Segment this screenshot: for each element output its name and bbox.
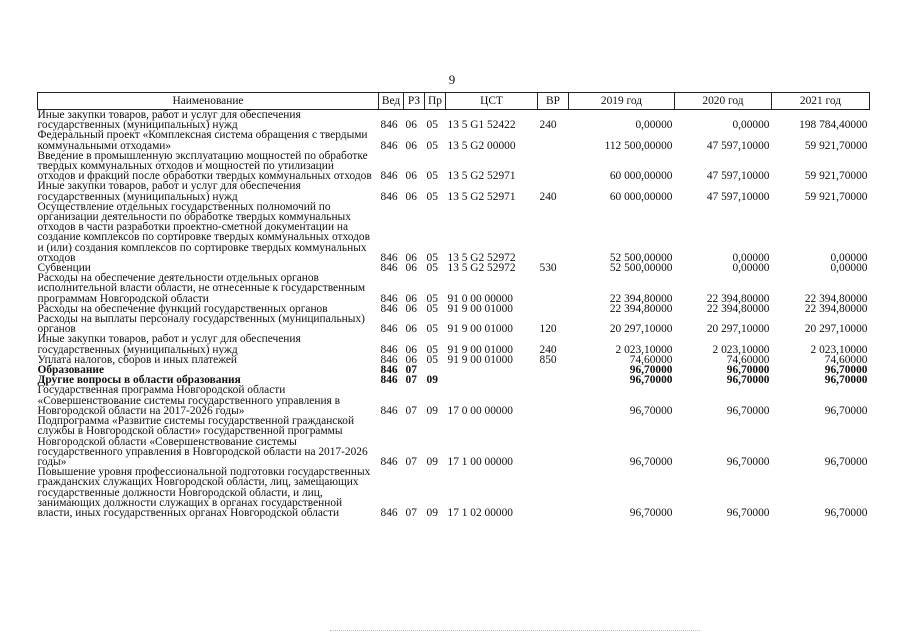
cell-vr — [538, 151, 569, 182]
cell-pr: 05 — [426, 262, 438, 275]
cell-2019: 2 023,10000 — [615, 343, 673, 356]
cell-2021: 96,70000 — [824, 374, 868, 387]
table-body — [38, 110, 870, 519]
cell-2019: 0,00000 — [635, 119, 673, 132]
cell-2021: 0,00000 — [830, 262, 868, 275]
cell-rz: 07 — [405, 364, 417, 377]
table-row — [38, 416, 870, 467]
cell-cst: 91 9 00 01000 — [447, 302, 513, 315]
table-row — [38, 181, 870, 201]
cell-rz: 07 — [405, 404, 417, 417]
cell-2019: 74,60000 — [629, 353, 673, 366]
cell-name: Расходы на выплаты персоналу государственных (муниципальных) органов — [37, 313, 365, 336]
cell-2021: 59 921,70000 — [804, 190, 868, 203]
cell-pr: 05 — [426, 190, 438, 203]
cell-2021: 74,60000 — [824, 353, 868, 366]
cell-vr — [538, 375, 569, 385]
header-name: Наименование — [38, 93, 379, 110]
table-row — [38, 151, 870, 182]
cell-2019: 96,70000 — [629, 506, 673, 519]
cell-2020: 47 597,10000 — [706, 170, 770, 183]
cell-2020: 22 394,80000 — [706, 292, 770, 305]
cell-vr: 240 — [539, 343, 557, 356]
cell-name: Введение в промышленную эксплуатацию мощностей по обработке твердых коммунальных отходов и мощностей по утилизации отходов и фракций после обработки твердых коммунальных отходов — [37, 149, 372, 183]
cell-pr: 09 — [426, 374, 438, 387]
cell-pr: 05 — [426, 119, 438, 132]
cell-2020: 74,60000 — [726, 353, 770, 366]
cell-rz: 06 — [405, 119, 417, 132]
cell-2019: 112 500,00000 — [604, 139, 673, 152]
cell-vr — [538, 273, 569, 304]
cell-name: Иные закупки товаров, работ и услуг для обеспечения государственных (муниципальных) нужд — [37, 333, 301, 356]
cell-ved: 846 — [380, 404, 398, 417]
cell-2021: 20 297,10000 — [804, 323, 868, 336]
cell-ved: 846 — [380, 139, 398, 152]
cell-rz: 06 — [405, 139, 417, 152]
header-pr: Пр — [425, 93, 446, 110]
cell-pr: 05 — [426, 323, 438, 336]
cell-rz: 06 — [405, 262, 417, 275]
cell-2020: 96,70000 — [726, 364, 770, 377]
cell-2020: 2 023,10000 — [712, 343, 770, 356]
cell-rz: 06 — [405, 353, 417, 366]
cell-ved: 846 — [380, 364, 398, 377]
cell-ved: 846 — [380, 343, 398, 356]
cell-pr: 05 — [426, 251, 438, 264]
cell-2021: 22 394,80000 — [804, 302, 868, 315]
cell-pr: 05 — [426, 170, 438, 183]
page-footer-mark — [330, 630, 700, 633]
header-ved: Вед — [379, 93, 404, 110]
cell-2021: 0,00000 — [830, 251, 868, 264]
table-row — [38, 385, 870, 416]
cell-2019: 52 500,00000 — [609, 262, 673, 275]
cell-rz: 07 — [405, 374, 417, 387]
cell-2020: 96,70000 — [726, 506, 770, 519]
cell-ved: 846 — [380, 190, 398, 203]
table-row — [38, 314, 870, 334]
cell-rz: 06 — [405, 170, 417, 183]
cell-rz: 06 — [405, 323, 417, 336]
table-row — [38, 130, 870, 150]
cell-2019: 60 000,00000 — [609, 170, 673, 183]
cell-2021: 2 023,10000 — [810, 343, 868, 356]
cell-ved: 846 — [380, 119, 398, 132]
header-rz: РЗ — [404, 93, 425, 110]
cell-name: Государственная программа Новгородской области «Совершенствование системы государственного управления в Новгородской области на 2017-2026 годы» — [37, 384, 341, 417]
cell-2021: 198 784,40000 — [799, 119, 868, 132]
table-row — [38, 202, 870, 263]
cell-2019: 96,70000 — [629, 364, 673, 377]
header-2021: 2021 год — [772, 93, 870, 110]
cell-pr: 05 — [426, 292, 438, 305]
cell-name: Образование — [37, 364, 105, 377]
cell-ved: 846 — [380, 170, 398, 183]
cell-2020: 22 394,80000 — [706, 302, 770, 315]
cell-cst: 91 9 00 01000 — [447, 353, 513, 366]
cell-cst: 91 9 00 01000 — [447, 323, 513, 336]
cell-ved: 846 — [380, 353, 398, 366]
cell-vr — [538, 416, 569, 467]
cell-vr — [538, 304, 569, 314]
cell-2020: 96,70000 — [726, 404, 770, 417]
cell-vr — [538, 365, 569, 375]
cell-2020: 96,70000 — [726, 374, 770, 387]
cell-2021: 22 394,80000 — [804, 292, 868, 305]
cell-vr: 120 — [539, 323, 557, 336]
budget-table — [37, 92, 870, 518]
cell-rz: 07 — [405, 455, 417, 468]
cell-rz: 06 — [405, 302, 417, 315]
cell-ved: 846 — [380, 506, 398, 519]
cell-2019: 96,70000 — [629, 455, 673, 468]
cell-rz: 07 — [405, 506, 417, 519]
cell-2019: 22 394,80000 — [609, 302, 673, 315]
cell-name: Осуществление отдельных государственных полномочий по организации деятельности по обработке твердых коммунальных отходов в части разработки проектно-сметной документации на создание комплексов по сортировке твердых коммунальных отходов и (или) создания комплексов по сортировке твердых коммунальных отходов — [37, 200, 370, 264]
cell-ved: 846 — [380, 323, 398, 336]
cell-2019: 52 500,00000 — [609, 251, 673, 264]
table-row — [38, 273, 870, 304]
cell-cst: 17 1 02 00000 — [447, 506, 513, 519]
header-2020: 2020 год — [675, 93, 772, 110]
cell-name: Расходы на обеспечение деятельности отдельных органов исполнительной власти области, не отнесенные к государственным программам Новгородской области — [37, 272, 366, 305]
cell-2020: 47 597,10000 — [706, 190, 770, 203]
cell-cst: 13 5 G2 00000 — [447, 139, 516, 152]
cell-ved: 846 — [380, 374, 398, 387]
cell-rz: 06 — [405, 343, 417, 356]
cell-2020: 0,00000 — [732, 251, 770, 264]
page-number: 9 — [448, 72, 456, 87]
cell-vr — [538, 202, 569, 263]
cell-2021: 96,70000 — [824, 506, 868, 519]
cell-2021: 96,70000 — [824, 404, 868, 417]
cell-2019: 96,70000 — [629, 374, 673, 387]
cell-vr: 240 — [539, 190, 557, 203]
cell-name: Иные закупки товаров, работ и услуг для обеспечения государственных (муниципальных) нужд — [37, 180, 301, 203]
cell-pr: 05 — [426, 139, 438, 152]
table-row — [38, 334, 870, 354]
cell-name: Иные закупки товаров, работ и услуг для обеспечения государственных (муниципальных) нужд — [37, 109, 301, 132]
cell-cst: 91 0 00 00000 — [447, 292, 513, 305]
cell-rz: 06 — [405, 292, 417, 305]
cell-ved: 846 — [380, 262, 398, 275]
cell-cst: 13 5 G1 52422 — [447, 119, 516, 132]
cell-vr — [538, 130, 569, 150]
cell-pr: 05 — [426, 353, 438, 366]
header-vr: ВР — [538, 93, 569, 110]
cell-pr: 09 — [426, 506, 438, 519]
cell-vr: 240 — [539, 119, 557, 132]
cell-cst: 91 9 00 01000 — [447, 343, 513, 356]
cell-2021: 59 921,70000 — [804, 139, 868, 152]
cell-ved: 846 — [380, 455, 398, 468]
cell-pr: 05 — [426, 343, 438, 356]
cell-vr — [538, 467, 569, 518]
cell-cst — [446, 365, 538, 375]
cell-pr: 05 — [426, 302, 438, 315]
header-2019: 2019 год — [569, 93, 675, 110]
cell-2019: 60 000,00000 — [609, 190, 673, 203]
cell-cst: 13 5 G2 52971 — [447, 170, 516, 183]
cell-name: Уплата налогов, сборов и иных платежей — [37, 353, 237, 366]
cell-2019: 22 394,80000 — [609, 292, 673, 305]
cell-cst: 17 0 00 00000 — [447, 404, 513, 417]
cell-name: Субвенции — [37, 262, 91, 275]
cell-2020: 96,70000 — [726, 455, 770, 468]
cell-cst: 13 5 G2 52972 — [447, 251, 516, 264]
cell-cst: 13 5 G2 52971 — [447, 190, 516, 203]
cell-ved: 846 — [380, 251, 398, 264]
cell-pr: 09 — [426, 404, 438, 417]
cell-2019: 20 297,10000 — [609, 323, 673, 336]
cell-cst: 13 5 G2 52972 — [447, 262, 516, 275]
cell-2021: 96,70000 — [824, 364, 868, 377]
cell-2020: 20 297,10000 — [706, 323, 770, 336]
cell-2021: 59 921,70000 — [804, 170, 868, 183]
table-row — [38, 110, 870, 131]
cell-rz: 06 — [405, 251, 417, 264]
cell-ved: 846 — [380, 292, 398, 305]
cell-ved: 846 — [380, 302, 398, 315]
cell-vr — [538, 385, 569, 416]
cell-cst — [446, 375, 538, 385]
cell-2021: 96,70000 — [824, 455, 868, 468]
cell-rz: 06 — [405, 190, 417, 203]
cell-name: Подпрограмма «Развитие системы государственной гражданской службы в Новгородской области» государственной программы Новгородской области «Совершенствование системы государственного управления в Новгородской области на 2017-2026 годы» — [37, 415, 368, 468]
cell-2020: 0,00000 — [732, 119, 770, 132]
table-row — [38, 467, 870, 518]
cell-pr: 09 — [426, 455, 438, 468]
cell-name: Повышение уровня профессиональной подготовки государственных гражданских служащих Новгородской области, лиц, замещающих государственные должности Новгородской области, и лиц, занимающих должности служащих в органах государственной власти, иных государственных органах Новгородской области — [37, 466, 371, 519]
cell-2020: 47 597,10000 — [706, 139, 770, 152]
table-header-row — [38, 93, 870, 110]
cell-2019: 96,70000 — [629, 404, 673, 417]
cell-vr: 850 — [539, 353, 557, 366]
header-cst: ЦСТ — [446, 93, 538, 110]
cell-vr: 530 — [539, 262, 557, 275]
cell-2020: 0,00000 — [732, 262, 770, 275]
cell-name: Другие вопросы в области образования — [37, 374, 241, 387]
cell-name: Федеральный проект «Комплексная система обращения с твердыми коммунальными отходами» — [37, 129, 368, 152]
cell-name: Расходы на обеспечение функций государственных органов — [37, 302, 328, 315]
cell-cst: 17 1 00 00000 — [447, 455, 513, 468]
